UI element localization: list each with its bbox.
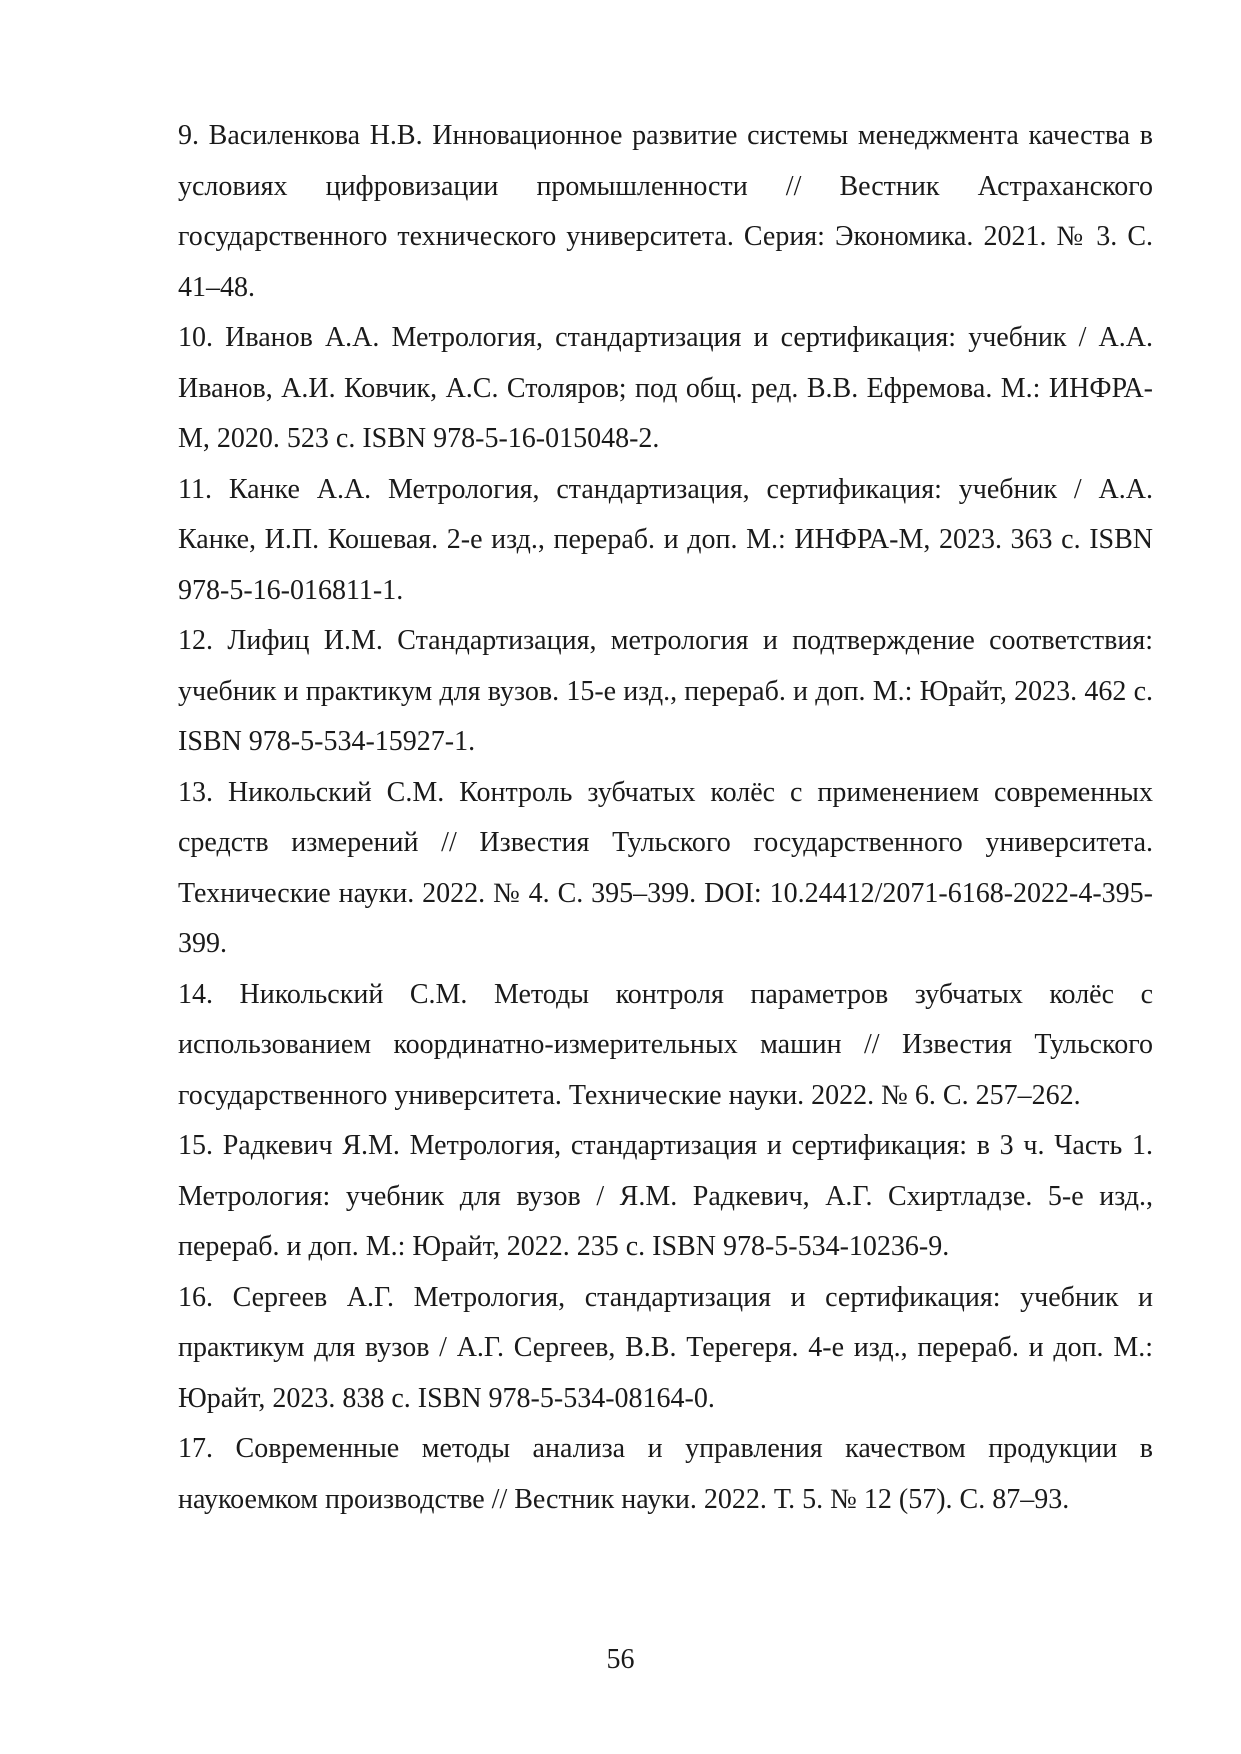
- reference-list: [178, 111, 1153, 1525]
- reference-item-14: 14. Никольский С.М. Методы контроля параметров зубчатых колёс с использованием координатно-измерительных машин // Известия Тульского государственного университета. Технические науки. 2022. № 6. С. 257–262.: [178, 978, 1153, 1111]
- reference-item-10: 10. Иванов А.А. Метрология, стандартизация и сертификация: учебник / А.А. Иванов, А.И. Ковчик, А.С. Столяров; под общ. ред. В.В. Ефремова. М.: ИНФРА-М, 2020. 523 с. ISBN 978-5-16-015048-2.: [178, 322, 1153, 454]
- page-number: 56: [606, 1644, 635, 1675]
- reference-item-17: 17. Современные методы анализа и управления качеством продукции в наукоемком производстве // Вестник науки. 2022. Т. 5. № 12 (57). С. 87–93.: [178, 1433, 1153, 1515]
- reference-item-9: 9. Василенкова Н.В. Инновационное развитие системы менеджмента качества в условиях цифровизации промышленности // Вестник Астраханского государственного технического университета. Серия: Экономика. 2021. № 3. С. 41–48.: [178, 120, 1153, 303]
- reference-item-12: 12. Лифиц И.М. Стандартизация, метрология и подтверждение соответствия: учебник и практикум для вузов. 15-е изд., перераб. и доп. М.: Юрайт, 2023. 462 с. ISBN 978-5-534-15927-1.: [178, 625, 1153, 757]
- reference-item-13: 13. Никольский С.М. Контроль зубчатых колёс с применением современных средств измерений // Известия Тульского государственного университета. Технические науки. 2022. № 4. С. 395–399. DOI: 10.24412/2071-6168-2022-4-395-399.: [178, 776, 1153, 959]
- reference-item-15: 15. Радкевич Я.М. Метрология, стандартизация и сертификация: в 3 ч. Часть 1. Метрология: учебник для вузов / Я.М. Радкевич, А.Г. Схиртладзе. 5-е изд., перераб. и доп. М.: Юрайт, 2022. 235 с. ISBN 978-5-534-10236-9.: [178, 1130, 1153, 1262]
- reference-item-16: 16. Сергеев А.Г. Метрология, стандартизация и сертификация: учебник и практикум для вузов / А.Г. Сергеев, В.В. Терегеря. 4-е изд., перераб. и доп. М.: Юрайт, 2023. 838 с. ISBN 978-5-534-08164-0.: [178, 1281, 1153, 1414]
- reference-item-11: 11. Канке А.А. Метрология, стандартизация, сертификация: учебник / А.А. Канке, И.П. Кошевая. 2-е изд., перераб. и доп. М.: ИНФРА-М, 2023. 363 с. ISBN 978-5-16-016811-1.: [178, 473, 1153, 606]
